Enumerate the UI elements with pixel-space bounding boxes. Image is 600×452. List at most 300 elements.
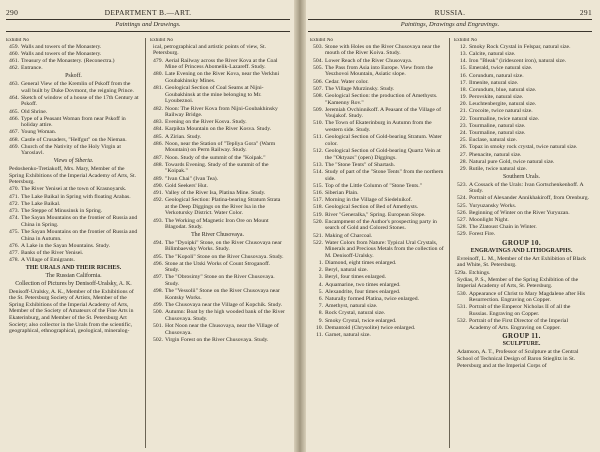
exhibit-number: 478. bbox=[9, 257, 19, 264]
catalog-entry bbox=[454, 108, 589, 115]
exhibit-number: 519. bbox=[313, 211, 323, 218]
catalog-entry bbox=[150, 288, 285, 301]
exhibit-title: A Village of Emigrants. bbox=[21, 257, 75, 264]
exhibit-number: 497. bbox=[153, 274, 163, 281]
catalog-entry bbox=[150, 323, 285, 336]
exhibit-title: Rock Crystal, natural size. bbox=[325, 310, 386, 317]
exhibit-title: Treasury of the Monastery. (Reconectra.) bbox=[21, 58, 115, 65]
exhibit-title: Naturally formed Platina, twice enlarged. bbox=[325, 296, 420, 303]
exhibit-title: Moonlight Night. bbox=[469, 216, 509, 223]
exhibit-title: The "Stone Tents" of Shartash. bbox=[325, 161, 396, 168]
catalog-entry bbox=[310, 93, 445, 106]
catalog-entry bbox=[310, 58, 445, 65]
catalog-entry bbox=[454, 195, 589, 202]
exhibit-number: 532. bbox=[457, 318, 467, 325]
catalog-entry bbox=[6, 109, 141, 116]
exhibitor-paragraph: Sydias, P. S., Member of the Spring Exhibition of the Imperial Academy of Arts, St. Petersburg. bbox=[457, 276, 579, 290]
catalog-entry bbox=[6, 58, 141, 65]
exhibit-number: 7. bbox=[318, 303, 323, 310]
section-heading: Pskoff. bbox=[65, 72, 82, 79]
catalog-entry bbox=[310, 107, 445, 120]
exhibit-number: 493. bbox=[153, 217, 163, 224]
exhibit-number: 496. bbox=[153, 260, 163, 267]
catalog-entry bbox=[454, 94, 589, 101]
exhibit-number: 490. bbox=[153, 182, 163, 189]
exhibitor-paragraph: Adamson, A. T., Professor of Sculpture at the Central School of Technical Design of Baron Stieglitz in St. Petersburg and at the Imperial Corps of bbox=[457, 349, 579, 369]
exhibit-number: 25. bbox=[459, 137, 467, 144]
exhibit-title: The Sayan Mountains on the frontier of Russia and China in Autumn. bbox=[21, 228, 138, 242]
exhibit-title: Walls and towers of the Monastery. bbox=[21, 43, 102, 50]
catalog-entry bbox=[150, 309, 285, 322]
exhibitor-paragraph: Denisoff-Uralsky, A. K., Member of the Exhibitions of the St. Petersburg Society of Artists, Member of the Spring Exhibitions of the Imperial Academy of Arts, Member of the Society of Amateurs of the Fine Arts in Ekaterinburg, and Member of the St. Petersburg Art Society; also collector in the Urals from the scientific, geographical, ethnographical, geological, mineralog- bbox=[9, 288, 134, 335]
catalog-entry bbox=[454, 130, 589, 137]
catalog-entry bbox=[310, 325, 445, 332]
catalog-entry bbox=[454, 80, 589, 87]
exhibit-title: Beginning of Winter on the River Yuryuzan. bbox=[469, 209, 570, 216]
catalog-entry bbox=[310, 332, 445, 339]
exhibit-title: Leuchtenbergite, natural size. bbox=[469, 101, 537, 108]
catalog-entry bbox=[6, 95, 141, 108]
exhibit-title: The "Kopoli" Stone on the River Chusovaya. Study. bbox=[165, 253, 284, 260]
exhibit-title: Making of Charcoal. bbox=[325, 232, 373, 239]
catalog-entry bbox=[454, 291, 589, 304]
exhibit-title: Church of the Nativity of the Holy Virgin at Yaroslavl. bbox=[21, 143, 121, 157]
exhibit-number: 465. bbox=[9, 108, 19, 115]
exhibit-number: 507. bbox=[313, 85, 323, 92]
exhibit-title: Entrance. bbox=[21, 65, 43, 72]
exhibit-number: 513. bbox=[313, 161, 323, 168]
exhibit-title: General View of the Kremlin of Pskoff from the wall built by Duke Dovmont, the reigning Prince. bbox=[21, 80, 134, 94]
exhibit-title: Forest Fire. bbox=[469, 231, 496, 238]
catalog-entry bbox=[310, 44, 445, 57]
exhibit-number: 492. bbox=[153, 197, 163, 204]
catalog-entry bbox=[310, 233, 445, 240]
catalog-entry bbox=[150, 106, 285, 119]
catalog-entry bbox=[454, 58, 589, 65]
exhibit-title: Jeremiah Ovchinnikoff. A Peasant of the Village of Voujakof. Study. bbox=[325, 106, 442, 120]
left-head-rule-bottom bbox=[6, 31, 290, 32]
exhibit-title: Sketch of window of a house of the 17th Century at Pskoff. bbox=[21, 94, 139, 108]
exhibit-title: The Steppe of Minusinsk in Spring. bbox=[21, 207, 103, 214]
catalog-entry bbox=[310, 183, 445, 190]
section-heading: GROUP 11. bbox=[502, 332, 541, 341]
exhibit-number: 462. bbox=[9, 65, 19, 72]
exhibit-number: 515. bbox=[313, 182, 323, 189]
exhibit-title: Perovskite, natural size. bbox=[469, 94, 524, 101]
exhibit-title: Cedar. Water color. bbox=[325, 78, 369, 85]
section-heading: The River Chusovaya. bbox=[191, 231, 244, 238]
catalog-entry bbox=[150, 197, 285, 217]
exhibit-number: 4. bbox=[318, 281, 323, 288]
catalog-entry bbox=[454, 144, 589, 151]
exhibit-number: 502. bbox=[153, 336, 163, 343]
exhibit-number-label: Exhibit No bbox=[150, 38, 173, 43]
section-heading: GROUP 10. bbox=[502, 238, 541, 247]
exhibit-number: 29. bbox=[459, 165, 467, 172]
exhibit-title: Hot Noon near the Chusovaya, near the Village of Chusovaya. bbox=[165, 323, 279, 336]
exhibit-title: Etchings. bbox=[469, 269, 491, 276]
catalog-entry bbox=[150, 240, 285, 253]
exhibit-number: 19. bbox=[459, 94, 467, 101]
exhibit-number: 12. bbox=[459, 43, 467, 50]
catalog-entry bbox=[310, 162, 445, 169]
exhibit-title: The River Yenisei at the town of Krasnoyarsk. bbox=[21, 186, 127, 193]
catalog-entry bbox=[310, 267, 445, 274]
exhibit-number: 482. bbox=[153, 105, 163, 112]
exhibit-number: 18. bbox=[459, 86, 467, 93]
catalog-entry bbox=[150, 274, 285, 287]
left-head-rule-top bbox=[6, 19, 290, 20]
exhibit-title: Euclase, natural size. bbox=[469, 137, 518, 144]
exhibit-title: Appearance of Christ to Mary Magdalene after His Resurrection. Engraving on Copper. bbox=[469, 290, 586, 304]
catalog-entry bbox=[454, 166, 589, 173]
catalog-entry bbox=[454, 87, 589, 94]
exhibit-number: 459. bbox=[9, 43, 19, 50]
exhibit-title: The Lake Baikal. bbox=[21, 200, 61, 207]
exhibit-title: Castle of Crusaders, "Helfgut" on the Nieman. bbox=[21, 136, 127, 143]
exhibit-number: 22. bbox=[459, 115, 467, 122]
exhibit-title: Study of part of the "Stone Tents" from the northern side. bbox=[325, 169, 444, 182]
exhibit-title: The Sayan Mountains on the frontier of Russia and China in Spring. bbox=[21, 215, 138, 228]
exhibit-number: 491. bbox=[153, 189, 163, 196]
catalog-entry bbox=[310, 274, 445, 281]
exhibit-title: Type of a Peasant Woman from near Pskoff in holiday attire. bbox=[21, 115, 126, 129]
exhibit-number: 518. bbox=[313, 204, 323, 211]
left-subhead: Paintings and Drawings. bbox=[115, 21, 181, 28]
catalog-entry bbox=[310, 169, 445, 182]
catalog-entry bbox=[310, 204, 445, 211]
catalog-entry bbox=[310, 212, 445, 219]
exhibit-title: The "Vessolii" Stone on the River Chusovaya near Kontsky Works. bbox=[165, 288, 280, 301]
exhibit-number: 526. bbox=[457, 209, 467, 216]
exhibit-number: 485. bbox=[153, 133, 163, 140]
exhibit-number: 473. bbox=[9, 207, 19, 214]
catalog-entry bbox=[6, 194, 141, 201]
exhibit-number-label: Exhibit No bbox=[454, 38, 477, 43]
exhibitor-paragraph: Evreinoff, L. M., Member of the Art Exhibition of Black and White, St. Petersburg. bbox=[457, 255, 586, 269]
catalog-entry bbox=[310, 134, 445, 147]
exhibit-number: 514. bbox=[313, 169, 323, 176]
exhibit-number: 501. bbox=[153, 323, 163, 330]
exhibit-number: 10. bbox=[315, 324, 323, 331]
catalog-entry bbox=[454, 217, 589, 224]
catalog-entry bbox=[310, 310, 445, 317]
catalog-entry bbox=[150, 155, 285, 162]
catalog-entry bbox=[6, 137, 141, 144]
exhibit-title: Geological Section: Platina-bearing Stratum Strata at the Deep Diggings on the River Isa in the Verkotursky District. Water Color. bbox=[165, 197, 281, 217]
exhibit-title: Tourmaline, natural size. bbox=[469, 130, 526, 137]
exhibit-number: 527. bbox=[457, 216, 467, 223]
catalog-entry bbox=[454, 304, 589, 317]
exhibit-title: The Lake Baikal in Spring with floating Arabas. bbox=[21, 193, 131, 200]
exhibit-title: Calcite, natural size. bbox=[469, 50, 516, 57]
exhibit-number-label: Exhibit No bbox=[6, 38, 29, 43]
exhibit-title: River "Generalka," Spring. European Slope. bbox=[325, 211, 426, 218]
catalog-entry bbox=[150, 337, 285, 344]
exhibit-title: The Town of Ekaterinburg in Autumn from the western side. Study. bbox=[325, 120, 432, 134]
exhibit-title: Evening on the River Kosva. Study. bbox=[165, 119, 247, 126]
exhibit-number: 9. bbox=[318, 317, 323, 324]
exhibit-number: 499. bbox=[153, 302, 163, 309]
section-heading: Southern Urals. bbox=[503, 173, 540, 180]
catalog-entry bbox=[6, 65, 141, 72]
right-page bbox=[302, 0, 600, 452]
right-subhead: Paintings, Drawings and Engravings. bbox=[400, 21, 500, 28]
exhibit-number: 530. bbox=[457, 290, 467, 297]
catalog-entry bbox=[6, 129, 141, 136]
right-head-rule-top bbox=[308, 19, 592, 20]
exhibit-title: Aerial Railway across the River Kova at the Coal Mine of Princess Abomelik-Lazareff. Study. bbox=[165, 57, 278, 71]
exhibit-title: Stone at the Utski Works of Count Stroganoff. Study. bbox=[165, 260, 271, 274]
section-heading: SCULPTURE. bbox=[502, 341, 541, 348]
exhibit-number: 487. bbox=[153, 154, 163, 161]
catalog-entry bbox=[150, 134, 285, 141]
catalog-entry bbox=[150, 176, 285, 183]
exhibit-number: 472. bbox=[9, 200, 19, 207]
exhibit-number: 464. bbox=[9, 94, 19, 101]
exhibit-number: 468. bbox=[9, 136, 19, 143]
catalog-entry bbox=[6, 51, 141, 58]
catalog-entry bbox=[454, 270, 589, 277]
exhibit-title: Garnet, natural size. bbox=[325, 331, 371, 338]
catalog-entry bbox=[6, 81, 141, 94]
exhibit-title: Beryl, natural size. bbox=[325, 267, 368, 274]
exhibit-title: Stone with Holes on the River Chusovaya near the mouth of the River Koiva. Study. bbox=[325, 43, 440, 57]
catalog-entry bbox=[150, 218, 285, 231]
right-running-title: RUSSIA. bbox=[434, 8, 466, 17]
exhibit-title: "Ivan Chai" (Ivan Tea). bbox=[165, 175, 219, 182]
exhibit-number: 495. bbox=[153, 253, 163, 260]
exhibit-title: Walls and towers of the Monastery. bbox=[21, 50, 102, 57]
exhibit-number: 21. bbox=[459, 108, 467, 115]
exhibit-number: 461. bbox=[9, 58, 19, 65]
right-column-1 bbox=[310, 38, 445, 448]
exhibit-title: Beryl, four times enlarged. bbox=[325, 274, 387, 281]
exhibit-title: Alexandrite, four times enlarged. bbox=[325, 288, 401, 295]
exhibit-number: 511. bbox=[313, 134, 323, 141]
exhibit-number: 471. bbox=[9, 193, 19, 200]
exhibit-title: Crocoite, twice natural size. bbox=[469, 108, 533, 115]
exhibit-title: Old Shrine. bbox=[21, 108, 48, 115]
catalog-entry bbox=[6, 250, 141, 257]
exhibit-number-label: Exhibit No bbox=[310, 38, 333, 43]
exhibit-number: 17. bbox=[459, 79, 467, 86]
exhibit-title: Noon. Study of the summit of the "Koipak." bbox=[165, 154, 266, 161]
exhibit-title: The "Dyoipki" Stone, on the River Chusovaya near Bilimbaevsky Works. Study. bbox=[165, 239, 282, 253]
exhibit-title: Amethyst, natural size. bbox=[325, 303, 378, 310]
exhibit-number: 506. bbox=[313, 78, 323, 85]
exhibit-number: 498. bbox=[153, 288, 163, 295]
catalog-entry bbox=[150, 261, 285, 274]
catalog-entry bbox=[454, 65, 589, 72]
exhibit-number: 470. bbox=[9, 186, 19, 193]
catalog-entry bbox=[150, 58, 285, 71]
exhibit-number: 525. bbox=[457, 202, 467, 209]
exhibit-number: 2. bbox=[318, 267, 323, 274]
exhibit-title: Emerald, twice natural size. bbox=[469, 65, 533, 72]
exhibit-number: 512. bbox=[313, 148, 323, 155]
catalog-entry bbox=[310, 197, 445, 204]
exhibit-number: 529. bbox=[457, 231, 467, 238]
exhibitor-paragraph: ical, petrographical and artistic points of view, St. Petersburg. bbox=[153, 43, 267, 57]
section-heading: The Russian California. bbox=[45, 272, 102, 279]
left-running-title: DEPARTMENT B.—ART. bbox=[104, 8, 192, 17]
exhibit-number: 476. bbox=[9, 242, 19, 249]
exhibit-number: 477. bbox=[9, 249, 19, 256]
exhibit-title: Autumn: Boat by the high wooded bank of the River Chusovaya. Study. bbox=[165, 309, 285, 322]
catalog-entry bbox=[454, 182, 589, 195]
catalog-entry bbox=[454, 231, 589, 238]
exhibit-title: Geological Section of Bed of Amethysts. bbox=[325, 204, 419, 211]
catalog-entry bbox=[6, 116, 141, 129]
exhibit-number: 3. bbox=[318, 274, 323, 281]
left-page bbox=[0, 0, 298, 452]
exhibit-number: 6. bbox=[318, 296, 323, 303]
catalog-entry bbox=[150, 183, 285, 190]
exhibit-number: 475. bbox=[9, 228, 19, 235]
catalog-entry bbox=[310, 219, 445, 232]
catalog-entry bbox=[150, 302, 285, 309]
exhibit-title: Geological Section of Gold-bearing Stratum. Water color. bbox=[325, 134, 442, 147]
left-column-2 bbox=[150, 38, 285, 448]
exhibit-title: Smoky Crystal, twice enlarged. bbox=[325, 317, 397, 324]
catalog-entry bbox=[310, 240, 445, 260]
exhibit-number: 8. bbox=[318, 310, 323, 317]
exhibit-number: 510. bbox=[313, 120, 323, 127]
exhibit-number: 466. bbox=[9, 115, 19, 122]
exhibit-title: Aquamarine, two times enlarged. bbox=[325, 281, 401, 288]
exhibit-title: Siberian Plain. bbox=[325, 189, 359, 196]
catalog-entry bbox=[6, 144, 141, 157]
exhibit-number: 15. bbox=[459, 65, 467, 72]
catalog-entry bbox=[310, 318, 445, 325]
exhibit-number: 5. bbox=[318, 288, 323, 295]
section-heading: Collection of Pictures by Denisoff-Uralsky, A. K. bbox=[15, 280, 132, 287]
exhibit-title: Noon, near the Station of "Tepliya Gora" (Warm Mountain) on Perm Railway. Study. bbox=[165, 140, 276, 154]
exhibit-title: Smoky Rock Crystal in Felspar, natural size. bbox=[469, 43, 571, 50]
catalog-entry bbox=[150, 190, 285, 197]
exhibit-title: Encampment of the Author's prospecting party in search of Gold and Colored Stones. bbox=[325, 218, 437, 232]
exhibit-title: Diamond, eight times enlarged. bbox=[325, 260, 397, 267]
right-page-number: 291 bbox=[579, 8, 592, 17]
left-page-number: 290 bbox=[6, 8, 19, 17]
section-heading: Views of Siberia. bbox=[53, 158, 94, 165]
exhibit-title: Demantoid (Chrysolite) twice enlarged. bbox=[325, 324, 416, 331]
exhibit-number: 11. bbox=[316, 331, 323, 338]
exhibit-title: Virgin Forest on the River Chusovaya. Study. bbox=[165, 336, 269, 343]
exhibit-title: The Village Murzinsky. Study. bbox=[325, 85, 395, 92]
exhibit-number: 529a. bbox=[454, 269, 467, 276]
exhibitor-paragraph: Pedoshenko-Tretiakoff, Mrs. Mary, Member of the Spring Exhibitions of the Imperial Academy of Arts, St. Petersburg. bbox=[9, 166, 137, 186]
exhibit-number: 27. bbox=[459, 151, 467, 158]
exhibit-number: 503. bbox=[313, 43, 323, 50]
exhibit-title: Corundum, blue, natural size. bbox=[469, 86, 537, 93]
exhibit-number: 516. bbox=[313, 189, 323, 196]
catalog-entry bbox=[310, 190, 445, 197]
catalog-entry bbox=[454, 44, 589, 51]
exhibit-number: 505. bbox=[313, 64, 323, 71]
left-column-divider bbox=[145, 38, 146, 448]
catalog-entry bbox=[454, 101, 589, 108]
exhibit-title: Topaz in smoky rock crystal, twice natural size. bbox=[469, 144, 578, 151]
exhibit-title: Portrait of the Emperor Nicholas II of all the Russias. Engraving on Copper. bbox=[469, 304, 571, 318]
catalog-entry bbox=[6, 215, 141, 228]
exhibit-title: Towards Evening. Study of the summit of the "Koipak." bbox=[165, 161, 269, 175]
exhibit-number: 14. bbox=[459, 58, 467, 65]
exhibit-number: 531. bbox=[457, 304, 467, 311]
catalog-entry bbox=[454, 318, 589, 331]
exhibit-title: Geological Section of Coal Seams at Nijni-Goubakhinsk at the mine belonging to Mr. Lyoubeznoi. bbox=[165, 85, 264, 105]
catalog-entry bbox=[454, 73, 589, 80]
catalog-entry bbox=[310, 260, 445, 267]
exhibit-title: Late Evening on the River Kova, near the Verkhni Goubakhinsky Mines. bbox=[165, 71, 280, 84]
right-column-2 bbox=[454, 38, 589, 448]
right-column-divider bbox=[449, 38, 450, 448]
exhibit-title: Noon: The River Kova from Nijni-Goubakhinsky Railway Bridge. bbox=[165, 105, 278, 119]
section-heading: ENGRAVINGS AND LITHOGRAPHS. bbox=[470, 247, 573, 254]
exhibit-number: 486. bbox=[153, 140, 163, 147]
exhibit-title: Tourmaline, natural size. bbox=[469, 122, 526, 129]
exhibit-number: 483. bbox=[153, 119, 163, 126]
exhibit-title: A Lake in the Sayan Mountains. Study. bbox=[21, 242, 111, 249]
exhibit-title: The Chusovaya near the Village of Kopchik. Study. bbox=[165, 302, 283, 309]
catalog-entry bbox=[150, 162, 285, 175]
catalog-entry bbox=[310, 79, 445, 86]
exhibit-number: 460. bbox=[9, 50, 19, 57]
catalog-entry bbox=[6, 229, 141, 242]
left-column-1 bbox=[6, 38, 141, 448]
exhibit-number: 26. bbox=[459, 144, 467, 151]
catalog-entry bbox=[310, 86, 445, 93]
exhibit-number: 20. bbox=[459, 101, 467, 108]
exhibit-title: Water Colors from Nature: Typical Ural Crystals, Minerals and Precious Metals from the collection of M. Denisoff-Uralsky. bbox=[325, 239, 444, 259]
exhibit-title: Morning in the Village of Siedelnikof. bbox=[325, 197, 413, 204]
exhibit-title: Iron "Bleak" (iridescent iron), natural size. bbox=[469, 58, 567, 65]
exhibit-number: 467. bbox=[9, 129, 19, 136]
catalog-entry bbox=[454, 224, 589, 231]
exhibit-title: Young Woman. bbox=[21, 129, 57, 136]
exhibit-number: 500. bbox=[153, 309, 163, 316]
exhibit-number: 13. bbox=[459, 50, 467, 57]
exhibit-number: 16. bbox=[459, 72, 467, 79]
section-heading: THE URALS AND THEIR RICHES. bbox=[25, 264, 122, 271]
exhibit-title: The "Obrosimy" Stone on the River Chusovaya. Study. bbox=[165, 274, 275, 288]
catalog-entry bbox=[150, 126, 285, 133]
exhibit-title: Portrait of Alexander Annikhakiroff, from Orenburg. bbox=[469, 195, 589, 202]
exhibit-title: Portrait of the First Director of the Imperial Academy of Arts. Engraving on Copper. bbox=[469, 318, 569, 331]
catalog-entry bbox=[454, 152, 589, 159]
exhibit-number: 509. bbox=[313, 106, 323, 113]
catalog-entry bbox=[150, 141, 285, 154]
catalog-entry bbox=[310, 303, 445, 310]
exhibit-title: The Working of Magnetic Iron Ore on Mount Blagodat. Study. bbox=[165, 217, 269, 231]
exhibit-title: Lower Reach of the River Chusovaya. bbox=[325, 57, 413, 64]
catalog-entry bbox=[150, 71, 285, 84]
catalog-entry bbox=[6, 257, 141, 264]
exhibit-number: 28. bbox=[459, 158, 467, 165]
exhibit-title: Top of the Little Column of "Stone Tents." bbox=[325, 182, 422, 189]
catalog-entry bbox=[6, 44, 141, 51]
catalog-entry bbox=[6, 201, 141, 208]
catalog-entry bbox=[454, 123, 589, 130]
exhibit-number: 521. bbox=[313, 232, 323, 239]
exhibit-number: 508. bbox=[313, 92, 323, 99]
catalog-entry bbox=[310, 120, 445, 133]
right-head-rule-bottom bbox=[308, 31, 592, 32]
exhibit-title: Karpikta Mountain on the River Kosva. Study. bbox=[165, 126, 272, 133]
exhibit-number: 520. bbox=[313, 218, 323, 225]
exhibit-title: Natural pure Gold, twice natural size. bbox=[469, 158, 555, 165]
